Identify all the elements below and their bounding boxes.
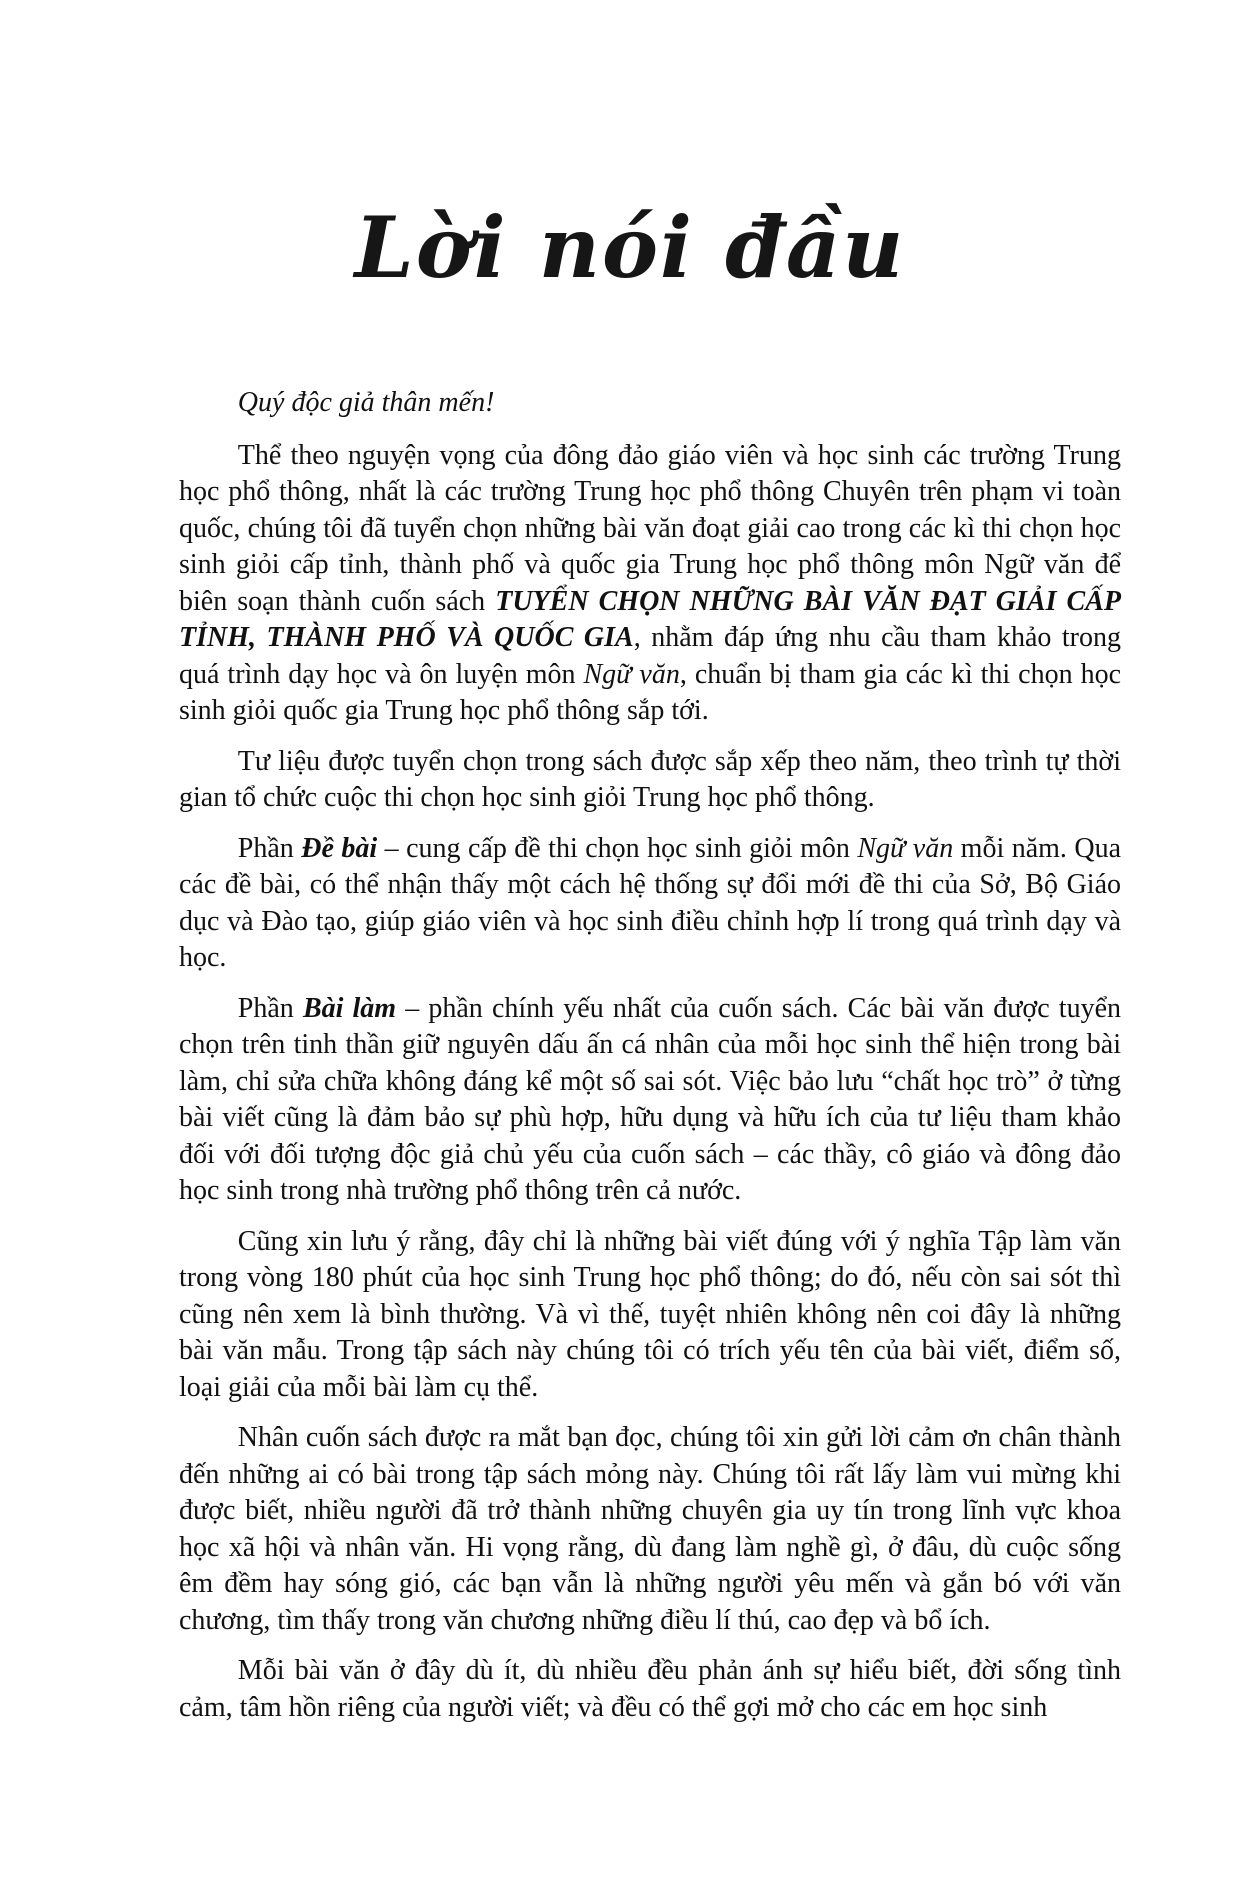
paragraph-4-text-a: Phần [237,992,303,1024]
paragraph-3 [179,831,1121,977]
paragraph-1 [179,438,1121,730]
section-name-de-bai: Đề bài [301,832,378,864]
book-title: TUYỂN CHỌN NHỮNG BÀI VĂN ĐẠT GIẢI CẤP TỈNH, THÀNH PHỐ VÀ QUỐC GIA [179,585,1121,653]
paragraph-6: Nhân cuốn sách được ra mắt bạn đọc, chúng tôi xin gửi lời cảm ơn chân thành đến những ai có bài trong tập sách mỏng này. Chúng tôi rất lấy làm vui mừng khi được biết, nhiều người đã trở thành những chuyên gia uy tín trong lĩnh vực khoa học xã hội và nhân văn. Hi vọng rằng, dù đang làm nghề gì, ở đâu, dù cuộc sống êm đềm hay sóng gió, các bạn vẫn là những người yêu mến và gắn bó với văn chương, tìm thấy trong văn chương những điều lí thú, cao đẹp và bổ ích. [179,1422,1121,1636]
paragraph-7: Mỗi bài văn ở đây dù ít, dù nhiều đều phản ánh sự hiểu biết, đời sống tình cảm, tâm hồn riêng của người viết; và đều có thể gợi mở cho các em học sinh [179,1655,1121,1723]
paragraph-3-text-b: – cung cấp đề thi chọn học sinh giỏi môn [377,832,858,864]
paragraph-1-text-a: Thể theo nguyện vọng của đông đảo giáo viên và học sinh các trường Trung học phổ thông, nhất là các trường Trung học phổ thông Chuyên trên phạm vi toàn quốc, chúng tôi đã tuyển chọn những bài văn đoạt giải cao trong các kì thi chọn học sinh giỏi cấp tỉnh, thành phố và quốc gia Trung học phổ thông môn Ngữ văn để biên soạn thành cuốn sách [179,439,1121,617]
paragraph-1-text-c: , chuẩn bị tham gia các kì thi chọn học sinh giỏi quốc gia Trung học phổ thông sắp tới. [179,658,1121,726]
greeting: Quý độc giả thân mến! [237,387,495,418]
subject-name: Ngữ văn [857,832,954,864]
paragraph-3-text-a: Phần [237,832,302,864]
paragraph-5: Cũng xin lưu ý rằng, đây chỉ là những bài viết đúng với ý nghĩa Tập làm văn trong vòng 180 phút của học sinh Trung học phổ thông; do đó, nếu còn sai sót thì cũng nên xem là bình thường. Và vì thế, tuyệt nhiên không nên coi đây là những bài văn mẫu. Trong tập sách này chúng tôi có trích yếu tên của bài viết, điểm số, loại giải của mỗi bài làm cụ thể. [179,1225,1121,1403]
paragraph-2: Tư liệu được tuyển chọn trong sách được sắp xếp theo năm, theo trình tự thời gian tổ chức cuộc thi chọn học sinh giỏi Trung học phổ thông. [179,745,1121,813]
page-title: Lời nói đầu [354,198,906,298]
paragraph-4-text-b: – phần chính yếu nhất của cuốn sách. Các bài văn được tuyển chọn trên tinh thần giữ nguyên dấu ấn cá nhân của mỗi học sinh thể hiện trong bài làm, chỉ sửa chữa không đáng kể một số sai sót. Việc bảo lưu “chất học trò” ở từng bài viết cũng là đảm bảo sự phù hợp, hữu dụng và hữu ích của tư liệu tham khảo đối với đối tượng độc giả chủ yếu của cuốn sách – các thầy, cô giáo và đông đảo học sinh trong nhà trường phổ thông trên cả nước. [179,992,1121,1206]
preface-body [179,385,1121,1740]
subject-name: Ngữ văn [583,658,680,690]
paragraph-4 [179,991,1121,1210]
paragraph-1-text-b: , nhằm đáp ứng nhu cầu tham khảo trong quá trình dạy học và ôn luyện môn [179,622,1121,690]
paragraph-3-text-c: mỗi năm. Qua các đề bài, có thể nhận thấy một cách hệ thống sự đổi mới đề thi của Sở, Bộ Giáo dục và Đào tạo, giúp giáo viên và học sinh điều chỉnh hợp lí trong quá trình dạy và học. [179,832,1122,973]
section-name-bai-lam: Bài làm [302,992,397,1024]
